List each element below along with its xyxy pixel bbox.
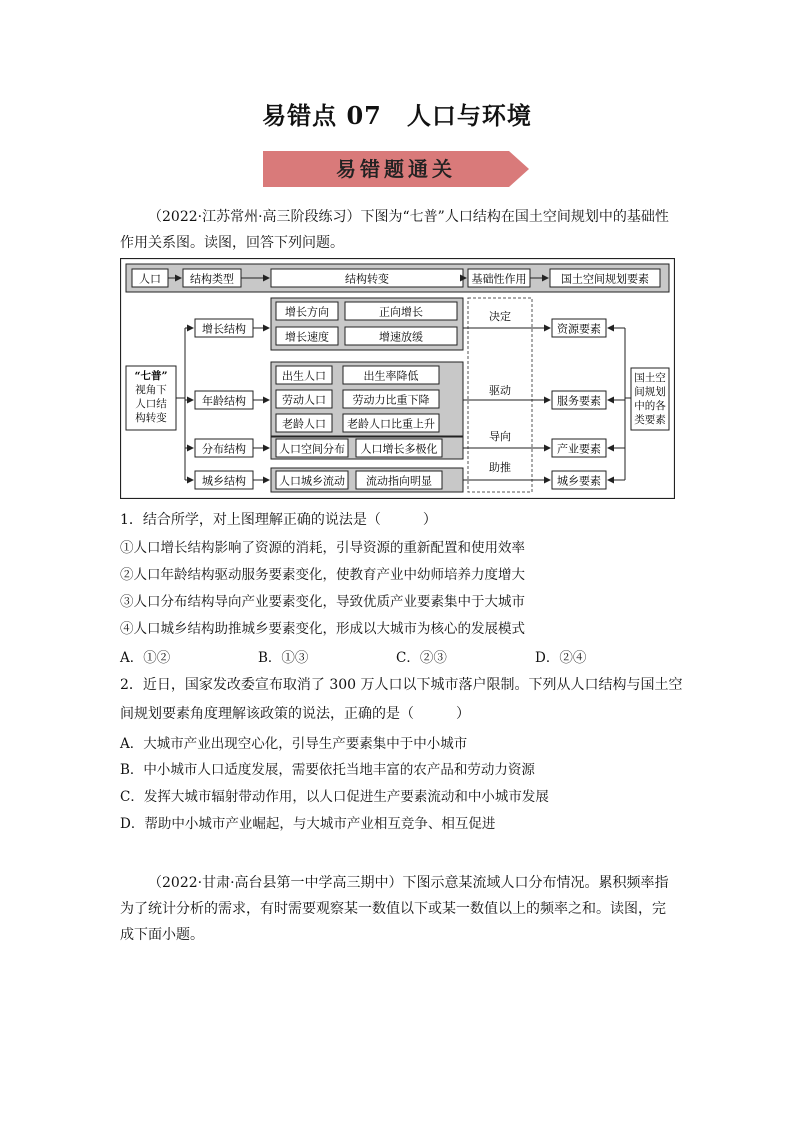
population-structure-diagram — [120, 258, 675, 499]
urban-rural-label: 人口城乡流动 — [279, 474, 345, 488]
distribution-label: 人口空间分布 — [279, 442, 345, 456]
question-1-stem: 1．结合所学，对上图理解正确的说法是（ ） — [120, 512, 437, 528]
action-drive: 驱动 — [489, 384, 511, 397]
age-elderly-value: 老龄人口比重上升 — [347, 417, 435, 431]
left-box-line-1: “七普” — [134, 370, 168, 382]
question-2-stem-line-2: 间规划要素角度理解该政策的说法，正确的是（ ） — [120, 706, 470, 722]
question-2-stem-line-1: 2．近日，国家发改委宣布取消了 300 万人口以下城市落户限制。下列从人口结构与国土空 — [120, 677, 683, 693]
question-1-choice-d[interactable]: D．②④ — [535, 650, 587, 666]
growth-speed-label: 增长速度 — [285, 330, 329, 344]
distribution-value: 人口增长多极化 — [360, 442, 438, 456]
intro-paragraph-1: （2022·江苏常州·高三阶段练习）下图为“七普”人口结构在国土空间规划中的基础性作用关系图。读图，回答下列问题。 — [120, 209, 669, 251]
question-1-item: ④人口城乡结构助推城乡要素变化，形成以大城市为核心的发展模式 — [120, 621, 525, 637]
action-boost: 助推 — [489, 461, 511, 474]
top-row-planning-elements: 国土空间规划要素 — [561, 272, 649, 286]
age-elderly-label: 老龄人口 — [282, 417, 326, 431]
question-1-choice-a[interactable]: A．①② — [120, 650, 171, 666]
question-2-option-a[interactable]: A．大城市产业出现空心化，引导生产要素集中于中小城市 — [120, 736, 468, 752]
question-2-option-c[interactable]: C．发挥大城市辐射带动作用，以人口促进生产要素流动和中小城市发展 — [120, 789, 549, 805]
banner-label: 易错题通关 — [336, 157, 456, 181]
page-title: 易错点 07 人口与环境 — [262, 101, 532, 130]
question-1-item: ②人口年龄结构驱动服务要素变化，使教育产业中幼师培养力度增大 — [120, 567, 525, 583]
structure-urban-rural: 城乡结构 — [202, 474, 246, 488]
left-box-line-2: 视角下 — [135, 384, 167, 396]
question-1-item: ③人口分布结构导向产业要素变化，导致优质产业要素集中于大城市 — [120, 594, 525, 610]
structure-age: 年龄结构 — [202, 394, 246, 408]
growth-speed-value: 增速放缓 — [379, 330, 423, 344]
top-row-people: 人口 — [139, 272, 161, 286]
question-1-choice-c[interactable]: C．②③ — [396, 650, 447, 666]
left-box-line-3: 人口结 — [135, 398, 167, 410]
age-labor-value: 劳动力比重下降 — [352, 393, 430, 407]
structure-distribution: 分布结构 — [202, 442, 246, 456]
top-row-structure-change: 结构转变 — [345, 272, 389, 286]
question-1-item: ①人口增长结构影响了资源的消耗，引导资源的重新配置和使用效率 — [120, 540, 525, 556]
element-resource: 资源要素 — [557, 322, 601, 336]
growth-direction-label: 增长方向 — [285, 305, 329, 319]
action-guide: 导向 — [489, 430, 511, 443]
top-row-basic-role: 基础性作用 — [471, 272, 527, 286]
age-labor-label: 劳动人口 — [282, 393, 326, 407]
element-urban-rural: 城乡要素 — [557, 474, 601, 488]
left-box-line-4: 构转变 — [135, 412, 167, 424]
top-row-structure-type: 结构类型 — [190, 272, 234, 286]
structure-growth: 增长结构 — [202, 322, 246, 336]
element-industry: 产业要素 — [557, 442, 601, 456]
right-box-line-1: 国土空 — [634, 372, 666, 384]
action-determine: 决定 — [489, 310, 511, 323]
urban-rural-value: 流动指向明显 — [366, 474, 432, 488]
right-box-line-3: 中的各 — [634, 400, 666, 412]
right-box-line-4: 类要素 — [634, 414, 666, 426]
age-birth-value: 出生率降低 — [363, 369, 419, 383]
intro-paragraph-2: （2022·甘肃·高台县第一中学高三期中）下图示意某流域人口分布情况。累积频率指为了统计分析的需求，有时需要观察某一数值以下或某一数值以上的频率之和。读图，完成下面小题。 — [120, 875, 669, 943]
question-2-option-d[interactable]: D．帮助中小城市产业崛起，与大城市产业相互竞争、相互促进 — [120, 816, 496, 832]
age-birth-label: 出生人口 — [282, 369, 326, 383]
element-service: 服务要素 — [557, 394, 601, 408]
question-2-option-b[interactable]: B．中小城市人口适度发展，需要依托当地丰富的农产品和劳动力资源 — [120, 762, 535, 778]
right-box-line-2: 间规划 — [634, 386, 666, 398]
growth-direction-value: 正向增长 — [379, 305, 423, 319]
question-1-choice-b[interactable]: B．①③ — [258, 650, 309, 666]
